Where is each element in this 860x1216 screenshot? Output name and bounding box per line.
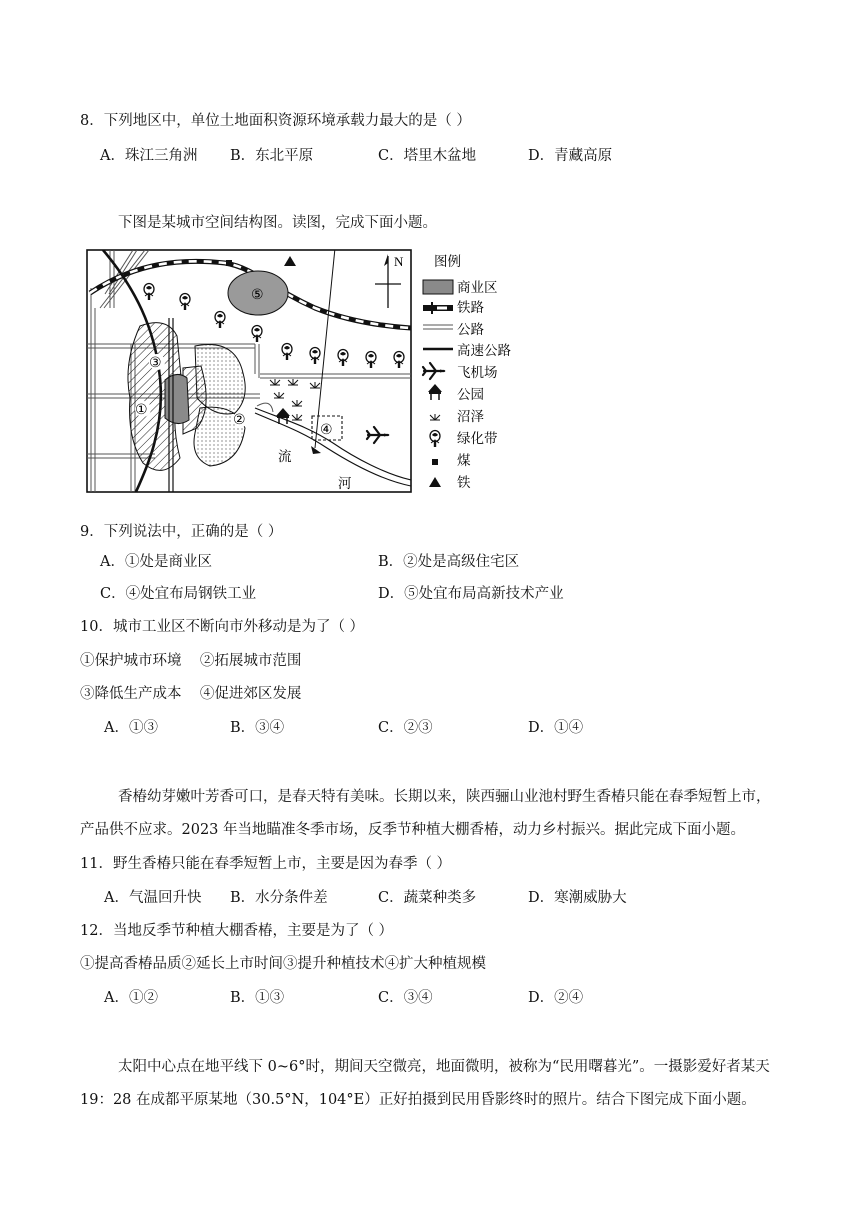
q11-stem: 11．野生香椿只能在春季短暂上市，主要是因为春季（ ） <box>80 856 452 872</box>
q10-option-a[interactable]: A．①③ <box>104 720 158 736</box>
twilight-intro-line-1: 太阳中心点在地平线下 0~6°时，期间天空微亮，地面微明，被称为“民用曙暮光”。一摄影爱好者某天 <box>118 1059 770 1075</box>
legend-label-park: 公园 <box>457 387 484 403</box>
q8-option-d[interactable]: D．青藏高原 <box>528 148 613 164</box>
legend-label-iron: 铁 <box>457 475 471 491</box>
legend-label-road: 公路 <box>457 322 484 338</box>
river-label-2: 河 <box>338 476 352 492</box>
q10-choices-line-1: ①保护城市环境 ②拓展城市范围 <box>80 653 302 669</box>
legend-label-marsh: 沼泽 <box>457 409 484 425</box>
twilight-intro-line-2: 19：28 在成都平原某地（30.5°N，104°E）正好拍摄到民用昏影终时的照片。结合下图完成下面小题。 <box>80 1092 756 1108</box>
legend-title: 图例 <box>434 254 461 270</box>
q10-option-c[interactable]: C．②③ <box>378 720 433 736</box>
marker-2: ② <box>233 412 246 428</box>
q10-option-b[interactable]: B．③④ <box>230 720 285 736</box>
marker-5: ⑤ <box>251 287 264 303</box>
q8-option-c[interactable]: C．塔里木盆地 <box>378 148 477 164</box>
marker-3: ③ <box>149 355 162 371</box>
q9-option-a[interactable]: A．①处是商业区 <box>100 554 212 570</box>
q11-option-c[interactable]: C．蔬菜种类多 <box>378 890 477 906</box>
q9-option-d[interactable]: D．⑤处宜布局高新技术产业 <box>378 586 564 602</box>
legend-label-commercial-area: 商业区 <box>457 280 498 296</box>
q8-stem: 8．下列地区中，单位土地面积资源环境承载力最大的是（ ） <box>80 113 471 129</box>
city-structure-map <box>85 248 515 496</box>
north-label: N <box>394 254 404 269</box>
q12-option-c[interactable]: C．③④ <box>378 990 433 1006</box>
river-label-1: 流 <box>278 449 292 465</box>
q11-option-a[interactable]: A．气温回升快 <box>104 890 202 906</box>
q12-choices-line: ①提高香椿品质②延长上市时间③提升种植技术④扩大种植规模 <box>80 956 486 972</box>
q9-option-c[interactable]: C．④处宜布局钢铁工业 <box>100 586 257 602</box>
map-intro: 下图是某城市空间结构图。读图，完成下面小题。 <box>118 215 437 231</box>
toon-intro-line-2: 产品供不应求。2023 年当地瞄准冬季市场，反季节种植大棚香椿，动力乡村振兴。据此完成下面小题。 <box>80 822 746 838</box>
legend-label-airport: 飞机场 <box>457 365 498 381</box>
legend-label-coal: 煤 <box>457 453 471 469</box>
marker-4: ④ <box>320 422 333 438</box>
q12-option-a[interactable]: A．①② <box>104 990 158 1006</box>
legend-label-green-belt: 绿化带 <box>457 431 498 447</box>
q8-option-a[interactable]: A．珠江三角洲 <box>100 148 198 164</box>
q12-option-b[interactable]: B．①③ <box>230 990 285 1006</box>
legend-label-railway: 铁路 <box>457 300 484 316</box>
q12-option-d[interactable]: D．②④ <box>528 990 584 1006</box>
q9-stem: 9．下列说法中，正确的是（ ） <box>80 524 283 540</box>
q10-stem: 10．城市工业区不断向市外移动是为了（ ） <box>80 619 365 635</box>
toon-intro-line-1: 香椿幼芽嫩叶芳香可口，是春天特有美味。长期以来，陕西骊山业池村野生香椿只能在春季短暂上市， <box>118 789 771 805</box>
q11-option-d[interactable]: D．寒潮威胁大 <box>528 890 627 906</box>
legend-label-highway: 高速公路 <box>457 343 511 359</box>
q12-stem: 12．当地反季节种植大棚香椿，主要是为了（ ） <box>80 923 394 939</box>
q11-option-b[interactable]: B．水分条件差 <box>230 890 328 906</box>
q10-choices-line-2: ③降低生产成本 ④促进郊区发展 <box>80 686 302 702</box>
q10-option-d[interactable]: D．①④ <box>528 720 584 736</box>
q8-option-b[interactable]: B．东北平原 <box>230 148 314 164</box>
marker-1: ① <box>135 402 148 418</box>
q9-option-b[interactable]: B．②处是高级住宅区 <box>378 554 520 570</box>
